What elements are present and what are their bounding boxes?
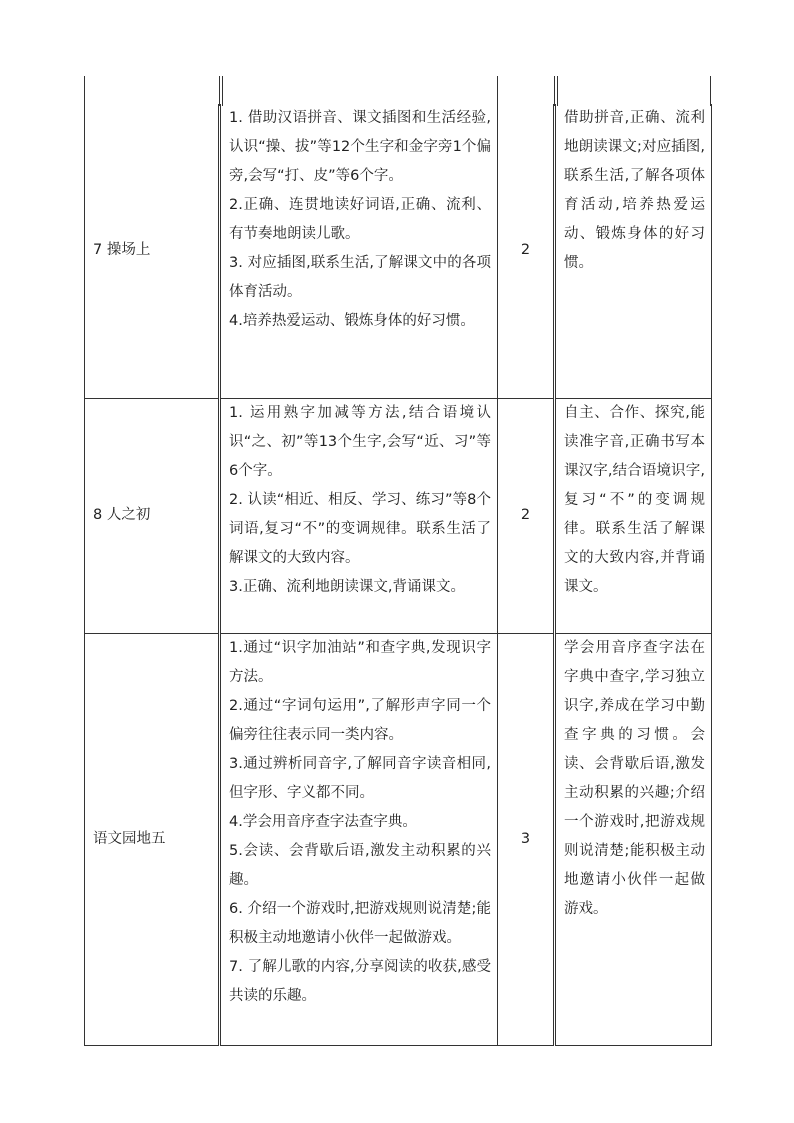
goal-item: 1. 借助汉语拼音、课文插图和生活经验,认识“操、拔”等12个生字和金字旁1个偏旁,会写“打、皮”等6个字。 [229, 110, 491, 184]
goal-item: 3.通过辨析同音字,了解同音字读音相同,但字形、字义都不同。 [229, 755, 491, 801]
lesson-title: 8 人之初 [85, 398, 220, 633]
goal-item: 1. 运用熟字加减等方法,结合语境认识“之、初”等13个生字,会写“近、习”等6个字。 [229, 404, 491, 479]
class-hours: 3 [498, 633, 555, 1045]
goal-item: 7. 了解儿歌的内容,分享阅读的收获,感受共读的乐趣。 [229, 958, 491, 1004]
goal-item: 5.会读、会背歇后语,激发主动积累的兴趣。 [229, 842, 491, 888]
goals-cell [220, 104, 498, 398]
notes-cell [555, 398, 712, 633]
table-row [85, 104, 712, 398]
notes-text: 借助拼音,正确、流利地朗读课文;对应插图,联系生活,了解各项体育活动,培养热爱运动、锻炼身体的好习惯。 [564, 110, 705, 271]
goal-item: 3.正确、流利地朗读课文,背诵课文。 [229, 578, 465, 595]
lesson-title: 语文园地五 [85, 633, 220, 1045]
goals-cell [220, 398, 498, 633]
goal-item: 4.培养热爱运动、锻炼身体的好习惯。 [229, 313, 475, 329]
lesson-plan-table [84, 104, 712, 1046]
notes-cell [555, 104, 712, 398]
notes-text: 自主、合作、探究,能读准字音,正确书写本课汉字,结合语境识字,复习“不”的变调规律。联系生活了解课文的大致内容,并背诵课文。 [564, 404, 705, 595]
notes-text: 学会用音序查字法在字典中查字,学习独立识字,养成在学习中勤查字典的习惯。会读、会背歇后语,激发主动积累的兴趣;介绍一个游戏时,把游戏规则说清楚;能积极主动地邀请小伙伴一起做游戏。 [564, 639, 705, 917]
column-divider [557, 76, 558, 106]
notes-cell [555, 633, 712, 1045]
column-divider [84, 76, 85, 106]
table-row [85, 398, 712, 633]
goal-item: 2.正确、连贯地读好词语,正确、流利、有节奏地朗读儿歌。 [229, 197, 491, 242]
goal-item: 1.通过“识字加油站”和查字典,发现识字方法。 [229, 639, 491, 685]
goal-item: 4.学会用音序查字法查字典。 [229, 813, 417, 830]
goal-item: 2.通过“字词句运用”,了解形声字同一个偏旁往往表示同一类内容。 [229, 697, 491, 743]
column-divider [554, 76, 555, 106]
goals-cell [220, 633, 498, 1045]
lesson-title: 7 操场上 [85, 104, 220, 398]
goal-item: 6. 介绍一个游戏时,把游戏规则说清楚;能积极主动地邀请小伙伴一起做游戏。 [229, 900, 491, 946]
goal-item: 3. 对应插图,联系生活,了解课文中的各项体育活动。 [229, 255, 491, 300]
column-divider [219, 76, 220, 106]
column-divider [497, 76, 498, 106]
goal-item: 2. 认读“相近、相反、学习、练习”等8个词语,复习“不”的变调规律。联系生活了解课文的大致内容。 [229, 491, 491, 566]
column-divider [710, 76, 711, 106]
class-hours: 2 [498, 398, 555, 633]
class-hours: 2 [498, 104, 555, 398]
column-divider [222, 76, 223, 106]
table-row [85, 633, 712, 1045]
